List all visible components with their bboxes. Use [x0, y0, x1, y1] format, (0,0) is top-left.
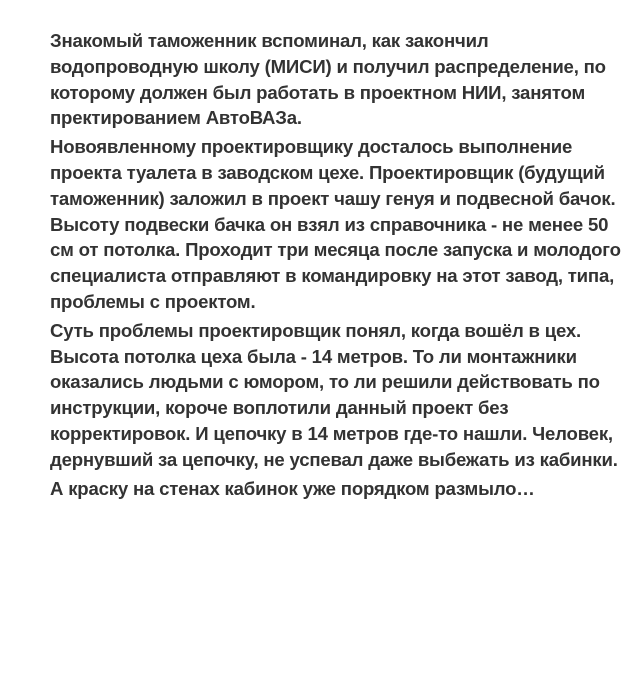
story-paragraph-1: Знакомый таможенник вспоминал, как закончил водопроводную школу (МИСИ) и получил распределение, по которому должен был работать в проектном НИИ, занятом пректированием АвтоВАЗа. — [50, 30, 606, 129]
story-paragraph-4: А краску на стенах кабинок уже порядком размыло… — [50, 477, 535, 499]
story-text-block — [50, 28, 625, 501]
story-paragraph-2: Новоявленному проектировщику досталось выполнение проекта туалета в заводском цехе. Проектировщик (будущий таможенник) заложил в проект чашу генуя и подвесной бачок. Высоту подвески бачка он взял из справочника - не менее 50 см от потолка. Проходит три месяца после запуска и молодого специалиста отправляют в командировку на этот завод, типа, проблемы с проектом. — [50, 136, 621, 312]
story-paragraph-3: Суть проблемы проектировщик понял, когда вошёл в цех. Высота потолка цеха была - 14 метров. То ли монтажники оказались людьми с юмором, то ли решили действовать по инструкции, короче воплотили данный проект без корректировок. И цепочку в 14 метров где-то нашли. Человек, дернувший за цепочку, не успевал даже выбежать из кабинки. — [50, 319, 618, 470]
